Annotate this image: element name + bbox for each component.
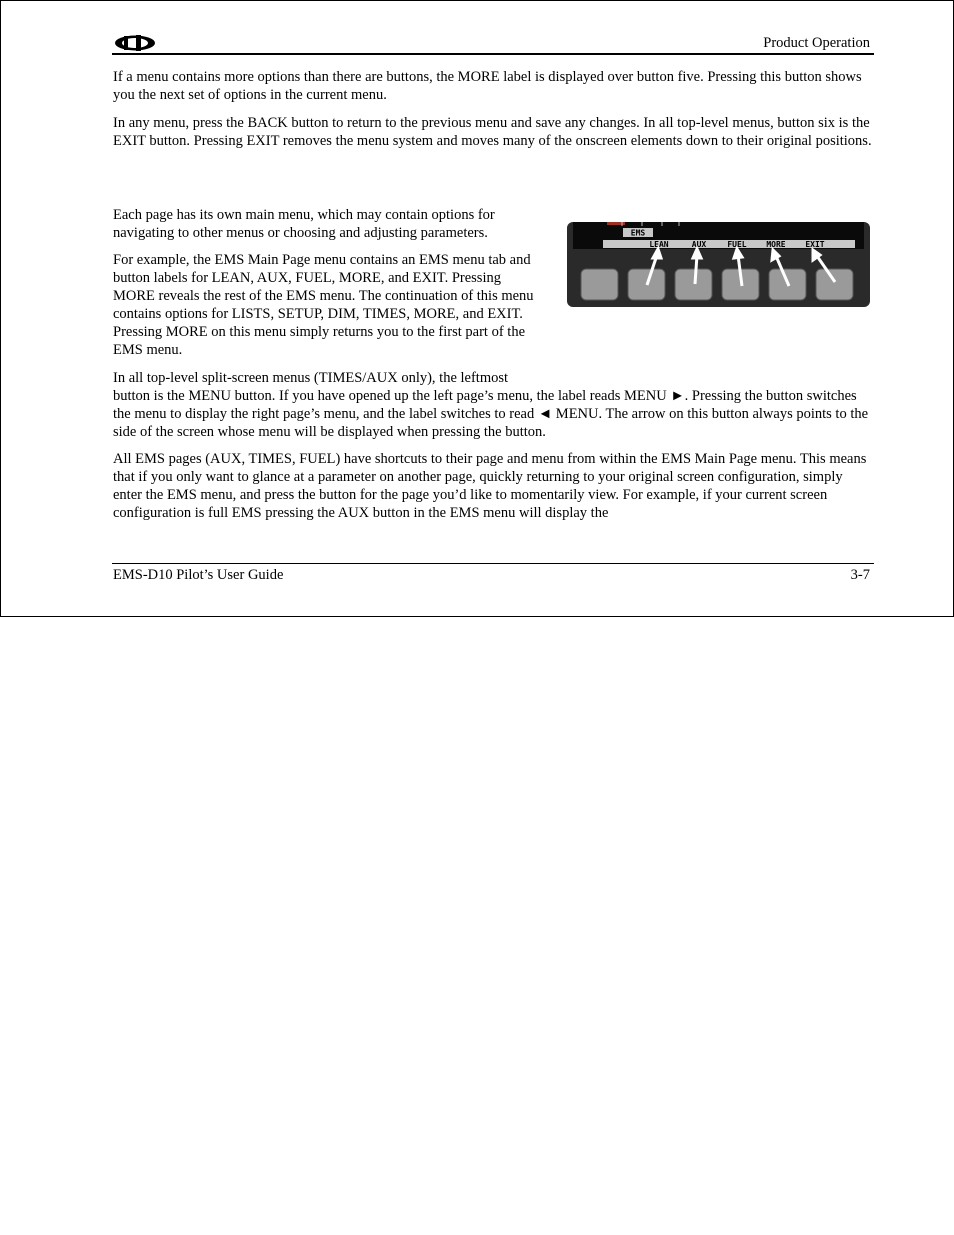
paragraph-back-button: In any menu, press the BACK button to return to the previous menu and save any changes. In all top-level menus, button six is the EXIT button. Pressing EXIT removes the menu system and moves many of the onscreen elements down to their original positions. (113, 115, 872, 149)
menu-label-more: MORE (766, 240, 786, 249)
menu-label-exit: EXIT (805, 240, 825, 249)
paragraph-more-label: If a menu contains more options than there are buttons, the MORE label is displayed over button five. Pressing this button shows you the next set of options in the current menu. (113, 69, 862, 103)
paragraph-main-menu: Each page has its own main menu, which may contain options for navigating to other menus or choosing and adjusting parameters. (113, 207, 495, 241)
paragraph-split-screen-line1: In all top-level split-screen menus (TIMES/AUX only), the leftmost (113, 370, 509, 386)
paragraph-ems-example: For example, the EMS Main Page menu contains an EMS menu tab and button labels for LEAN, AUX, FUEL, MORE, and EXIT. Pressing MORE reveals the rest of the EMS menu. The continuation of this menu contains options for LISTS, SETUP, DIM, TIMES, MORE, and EXIT. Pressing MORE on this menu simply returns you to the first part of the EMS menu. (113, 252, 534, 358)
device-button-1 (581, 269, 618, 300)
menu-label-aux: AUX (691, 240, 707, 249)
device-button-3 (675, 269, 712, 300)
header-title: Product Operation (763, 35, 870, 51)
menu-label-fuel: FUEL (727, 240, 747, 249)
paragraph-shortcuts: All EMS pages (AUX, TIMES, FUEL) have shortcuts to their page and menu from within the EMS Main Page menu. This means that if you only want to glance at a parameter on another page, quickly returning to your original screen configuration, simply enter the EMS menu, and press the button for the page you’d like to momentarily view. For example, if your current screen configuration is full EMS pressing the AUX button in the EMS menu will display the (113, 451, 867, 521)
device-button-6 (816, 269, 853, 300)
paragraph-split-screen: button is the MENU button. If you have opened up the left page’s menu, the label reads MENU ►. Pressing the button switches the menu to display the right page’s menu, and the label switches to read ◄ MENU. The arrow on this button always points to the side of the screen whose menu will be displayed when pressing the button. (113, 388, 869, 440)
menu-label-lean: LEAN (649, 240, 669, 249)
header-rule (112, 53, 874, 55)
footer-page-number: 3-7 (850, 567, 870, 583)
footer-rule (112, 563, 874, 564)
document-page (0, 0, 954, 617)
ems-menu-figure (567, 222, 870, 307)
menu-tab-label: EMS (630, 228, 646, 238)
footer-guide-title: EMS-D10 Pilot’s User Guide (113, 567, 284, 583)
dynon-logo-icon (113, 34, 157, 52)
